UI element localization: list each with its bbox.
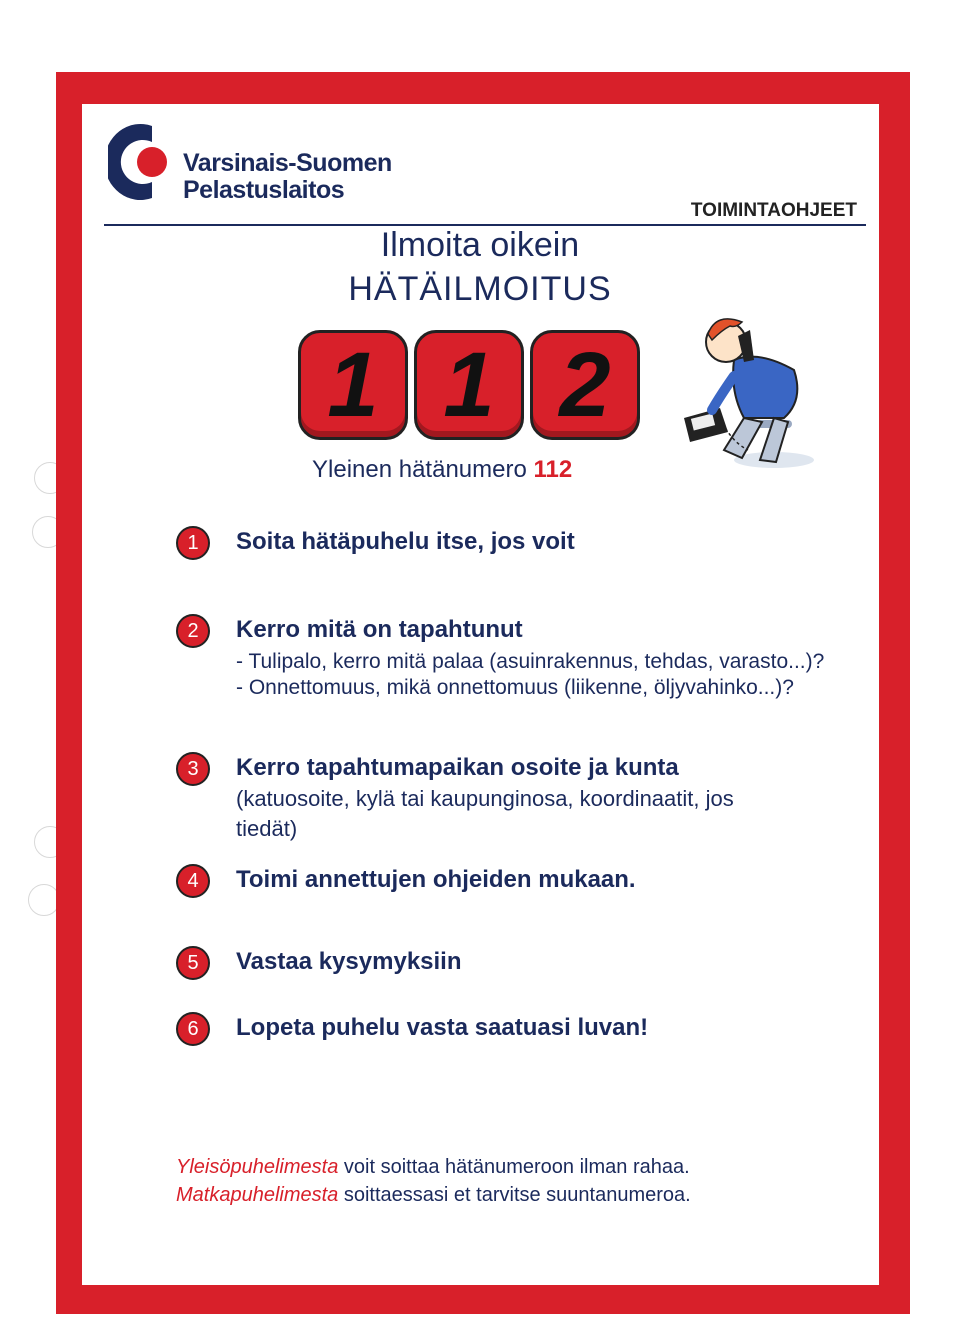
section-label: TOIMINTAOHJEET	[690, 200, 857, 221]
footer-line-2	[176, 1184, 691, 1207]
step-number-badge: 3	[176, 752, 210, 786]
step-number-badge: 6	[176, 1012, 210, 1046]
organization-name	[183, 150, 392, 204]
digit-tile: 1	[298, 330, 408, 440]
person-calling-illustration-icon	[664, 300, 824, 480]
step-detail: (katuosoite, kylä tai kaupunginosa, koordinaatit, jos	[236, 786, 734, 811]
step-number-badge: 5	[176, 946, 210, 980]
step-heading: Vastaa kysymyksiin	[236, 948, 462, 975]
footer-text: soittaessasi et tarvitse suuntanumeroa.	[338, 1184, 691, 1206]
org-line1: Varsinais-Suomen	[183, 149, 392, 177]
step-detail: - Tulipalo, kerro mitä palaa (asuinrakennus, tehdas, varasto...)?	[236, 650, 825, 673]
step-heading: Kerro mitä on tapahtunut	[236, 616, 523, 643]
footer-text: voit soittaa hätänumeroon ilman rahaa.	[338, 1156, 690, 1178]
digit-tile: 2	[530, 330, 640, 440]
page-title-line2: HÄTÄILMOITUS	[348, 270, 612, 308]
general-number-label: Yleinen hätänumero	[312, 456, 527, 483]
step-number-badge: 2	[176, 614, 210, 648]
general-number-value: 112	[533, 456, 573, 483]
step-heading: Toimi annettujen ohjeiden mukaan.	[236, 866, 636, 893]
step-detail: tiedät)	[236, 816, 298, 841]
step-number-badge: 1	[176, 526, 210, 560]
step-detail: - Onnettomuus, mikä onnettomuus (liikenne, öljyvahinko...)?	[236, 676, 794, 699]
footer-line-1	[176, 1156, 690, 1179]
emergency-number-display	[298, 330, 640, 440]
footer-emphasis: Matkapuhelimesta	[176, 1184, 339, 1206]
step-heading: Kerro tapahtumapaikan osoite ja kunta	[236, 754, 679, 781]
page-title-line1: Ilmoita oikein	[380, 226, 580, 264]
step-heading: Lopeta puhelu vasta saatuasi luvan!	[236, 1014, 649, 1041]
org-line2: Pelastuslaitos	[183, 176, 345, 204]
pelastuslaitos-logo-icon	[108, 120, 170, 204]
general-emergency-number	[312, 456, 572, 484]
step-heading: Soita hätäpuhelu itse, jos voit	[236, 528, 575, 555]
footer-emphasis: Yleisöpuhelimesta	[176, 1156, 339, 1178]
step-number-badge: 4	[176, 864, 210, 898]
digit-tile: 1	[414, 330, 524, 440]
